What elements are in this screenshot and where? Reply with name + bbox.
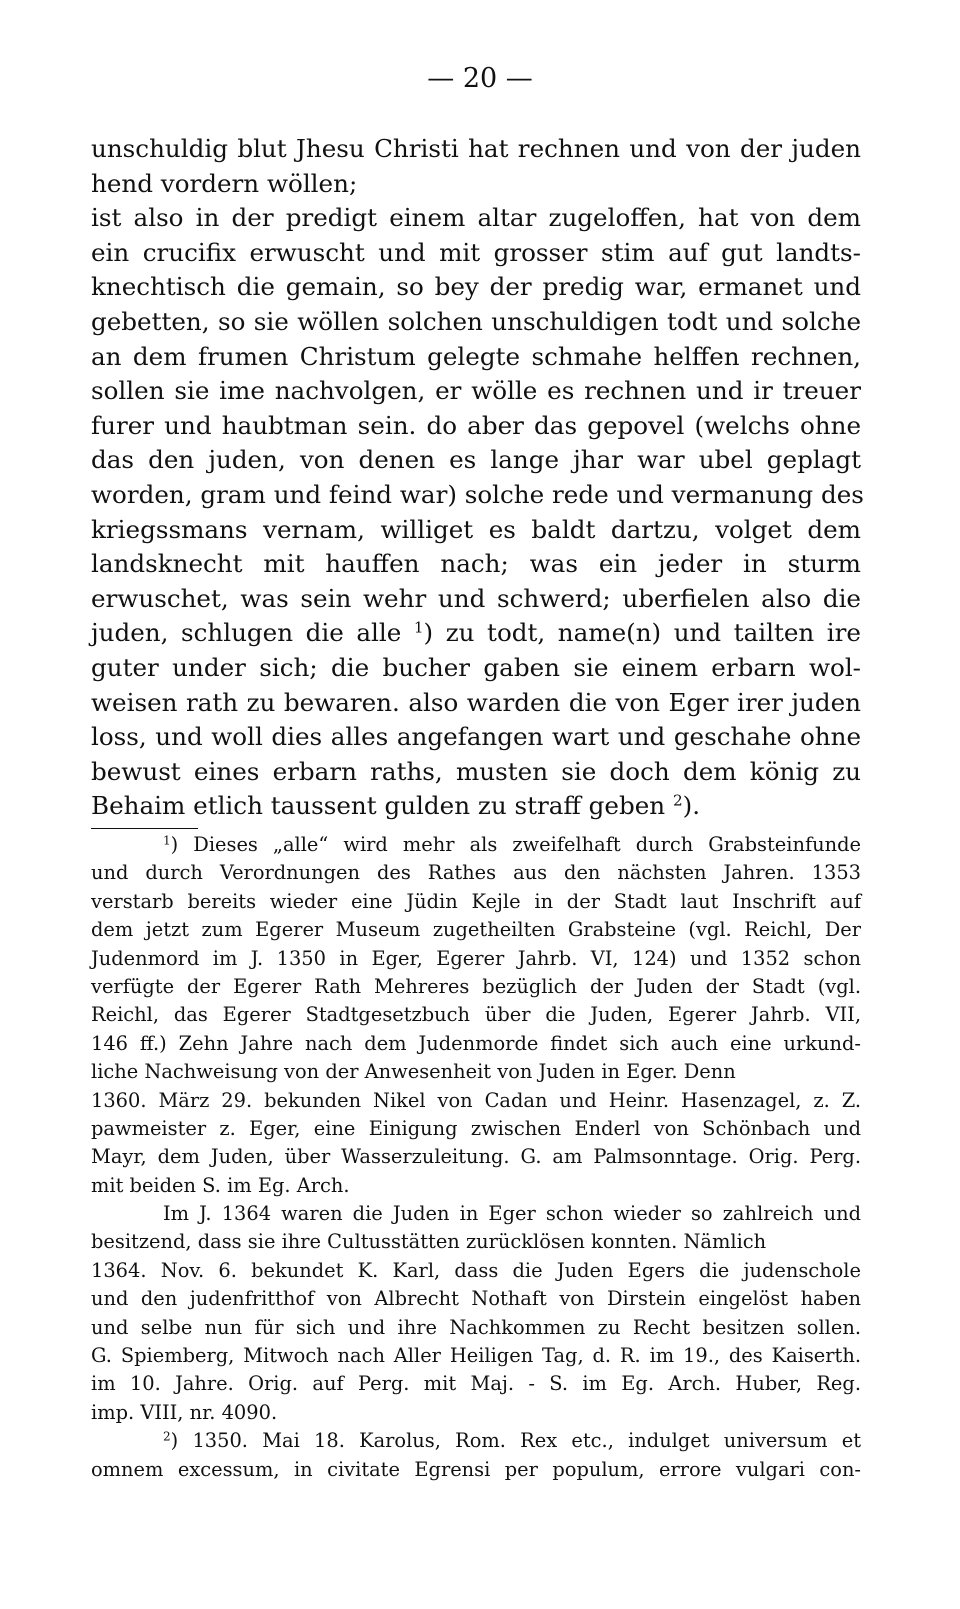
- footnote-line: omnem excessum, in civitate Egrensi per populum, errore vulgari con-: [91, 1457, 861, 1481]
- footnote-line: 146 ff.) Zehn Jahre nach dem Judenmorde findet sich auch eine urkund-: [91, 1031, 861, 1055]
- footnote-line: mit beiden S. im Eg. Arch.: [91, 1173, 350, 1197]
- text-segment: ) zu todt, name(n) und tailten ire: [423, 618, 861, 648]
- footnote-marker: 1: [163, 833, 171, 848]
- footnote-line: und den judenfritthof von Albrecht Nothaft von Dirstein eingelöst haben: [91, 1287, 861, 1311]
- text-segment: Behaim etlich taussent gulden zu straff geben: [91, 791, 673, 821]
- footnote-marker: 1: [413, 618, 424, 637]
- text-segment: ) 1350. Mai 18. Karolus, Rom. Rex etc., indulget universum et: [170, 1429, 861, 1453]
- text-line: worden, gram und feind war) solche rede und vermanung des: [91, 479, 864, 509]
- footnote-line: G. Spiemberg, Mitwoch nach Aller Heiligen Tag, d. R. im 19., des Kaiserth.: [91, 1344, 861, 1368]
- text-line: loss, und woll dies alles angefangen wart und geschahe ohne: [91, 722, 861, 752]
- footnote-line: und selbe nun für sich und ihre Nachkommen zu Recht besitzen sollen.: [91, 1315, 861, 1339]
- text-line: an dem frumen Christum gelegte schmahe helffen rechnen,: [91, 341, 861, 371]
- main-text: [91, 132, 864, 824]
- footnote-line: dem jetzt zum Egerer Museum zugetheilten Grabsteine (vgl. Reichl, Der: [91, 918, 861, 942]
- footnote-line: Judenmord im J. 1350 in Eger, Egerer Jahrb. VI, 124) und 1352 schon: [91, 946, 861, 970]
- text-segment: ) Dieses „alle“ wird mehr als zweifelhaft durch Grabsteinfunde: [170, 833, 861, 856]
- text-line: kriegssmans vernam, williget es baldt dartzu, volget dem: [91, 514, 861, 544]
- footnote-marker: 2: [163, 1429, 171, 1444]
- footnote-line: [91, 1427, 861, 1455]
- footnote-line: Mayr, dem Juden, über Wasserzuleitung. G. am Palmsonntage. Orig. Perg.: [91, 1145, 861, 1169]
- text-line: landsknecht mit hauffen nach; was ein jeder in sturm: [91, 549, 861, 579]
- footnote-separator: [91, 828, 198, 829]
- text-line: das den juden, von denen es lange jhar war ubel geplagt: [91, 445, 861, 475]
- footnote-marker: 2: [672, 791, 683, 810]
- text-line: bewust eines erbarn raths, musten sie doch dem könig zu: [91, 756, 861, 786]
- text-segment: ).: [682, 791, 701, 821]
- text-segment: juden, schlugen die alle: [91, 618, 414, 648]
- footnote-line: 1360. März 29. bekunden Nikel von Cadan und Heinr. Hasenzagel, z. Z.: [91, 1088, 861, 1112]
- text-line: ist also in der predigt einem altar zugeloffen, hat von dem: [91, 203, 861, 233]
- text-line: furer und haubtman sein. do aber das gepovel (welchs ohne: [91, 410, 861, 440]
- footnote-line: und durch Verordnungen des Rathes aus den nächsten Jahren. 1353: [91, 861, 861, 885]
- text-line: [91, 616, 861, 651]
- footnote-line: Im J. 1364 waren die Juden in Eger schon wieder so zahlreich und: [163, 1202, 861, 1226]
- footnotes: [91, 831, 861, 1484]
- text-line: knechtisch die gemain, so bey der predig war, ermanet und: [91, 272, 861, 302]
- footnote-line: verstarb bereits wieder eine Jüdin Kejle in der Stadt laut Inschrift auf: [91, 889, 861, 913]
- page-number: — 20 —: [427, 63, 533, 94]
- text-line: guter under sich; die bucher gaben sie einem erbarn wol-: [91, 652, 861, 682]
- footnote-line: im 10. Jahre. Orig. auf Perg. mit Maj. - S. im Eg. Arch. Huber, Reg.: [91, 1372, 861, 1396]
- text-line: sollen sie ime nachvolgen, er wölle es rechnen und ir treuer: [91, 376, 861, 406]
- footnote-line: liche Nachweisung von der Anwesenheit von Juden in Eger. Denn: [91, 1060, 736, 1084]
- text-line: weisen rath zu bewaren. also warden die von Eger irer juden: [91, 687, 861, 717]
- footnote-line: Reichl, das Egerer Stadtgesetzbuch über die Juden, Egerer Jahrb. VII,: [91, 1003, 861, 1027]
- text-line: gebetten, so sie wöllen solchen unschuldigen todt und solche: [91, 306, 861, 336]
- text-line: ein crucifix erwuscht und mit grosser stim auf gut landts-: [91, 237, 861, 267]
- footnote-line: [91, 831, 861, 859]
- text-line: hend vordern wöllen;: [91, 168, 358, 198]
- text-line: unschuldig blut Jhesu Christi hat rechnen und von der juden: [91, 134, 861, 163]
- footnote-line: verfügte der Egerer Rath Mehreres bezüglich der Juden der Stadt (vgl.: [91, 974, 861, 998]
- text-line: erwuschet, was sein wehr und schwerd; uberfielen also die: [91, 583, 861, 613]
- text-line: [91, 789, 861, 824]
- footnote-line: besitzend, dass sie ihre Cultusstätten zurücklösen konnten. Nämlich: [91, 1230, 767, 1254]
- footnote-line: 1364. Nov. 6. bekundet K. Karl, dass die Juden Egers die judenschole: [91, 1258, 861, 1282]
- footnote-line: imp. VIII, nr. 4090.: [91, 1400, 278, 1424]
- footnote-line: pawmeister z. Eger, eine Einigung zwischen Enderl von Schönbach und: [91, 1116, 861, 1140]
